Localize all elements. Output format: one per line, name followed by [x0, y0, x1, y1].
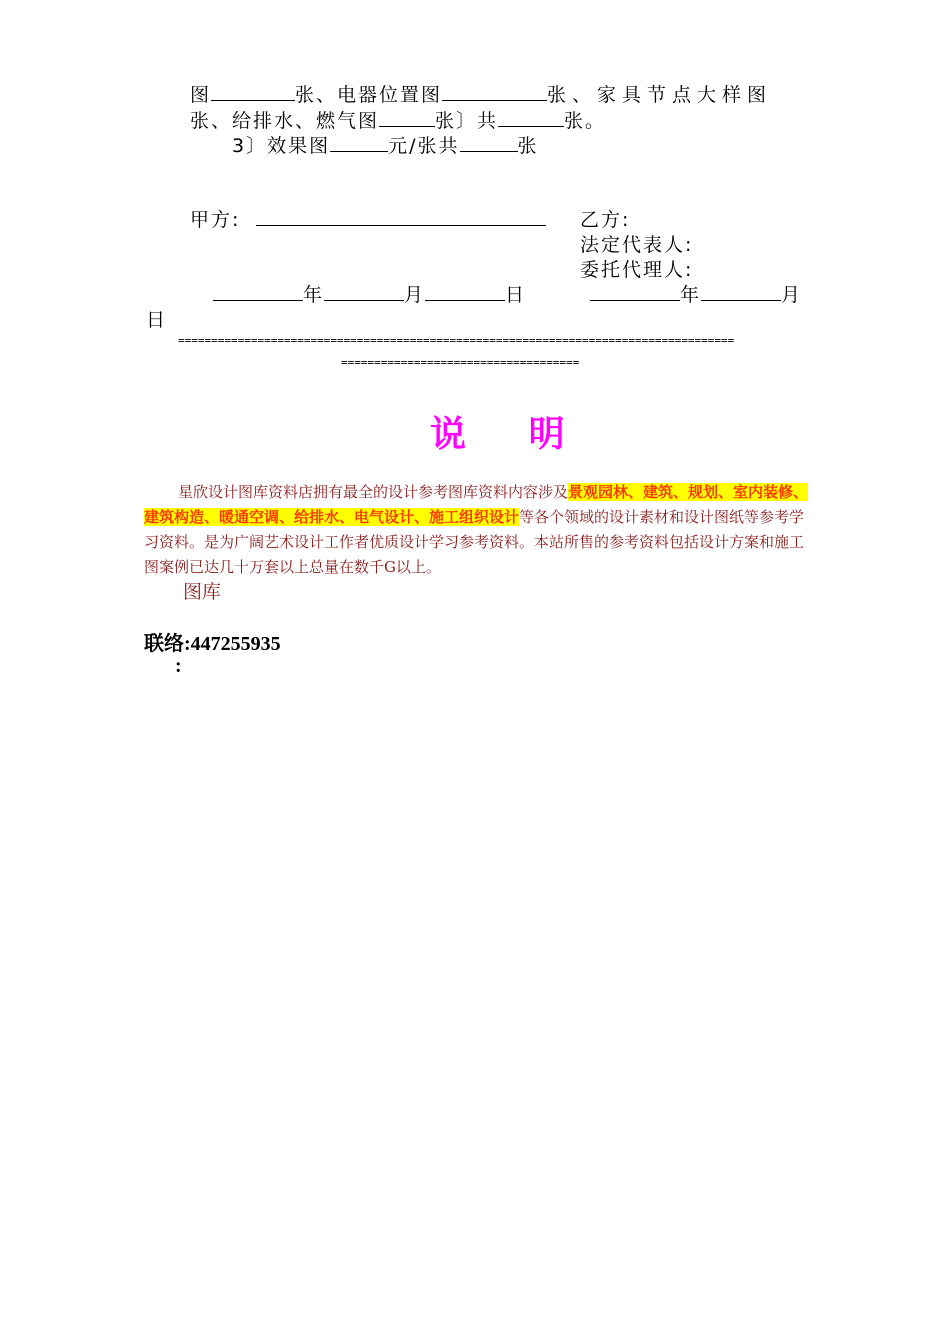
separator-line-1: ==================================================================================== [178, 334, 735, 347]
contract-line-2 [190, 106, 606, 133]
blank-field [498, 108, 564, 127]
blank-field [590, 282, 680, 301]
separator-line-2: ==================================== [341, 356, 580, 369]
library-label: 图库 [183, 581, 222, 603]
line3-text-3: 张 [517, 135, 539, 157]
contact-label: 联络: [144, 633, 191, 655]
notice-description [144, 480, 810, 580]
blank-field [460, 133, 518, 152]
line3-text-2: 元/张共 [388, 135, 460, 157]
date-day-wrap: 日 [146, 309, 168, 331]
notice-title: 说 明 [430, 414, 565, 455]
contract-line-1 [190, 80, 772, 107]
date-left-month: 月 [404, 284, 426, 306]
desc-highlight: 景观园林、建筑、规划、室内装修、建筑构造、暖通空调、给排水、电气设计、施工组织设计 [144, 483, 809, 526]
desc-text-after: 等各个领域的设计素材和设计图纸等参考学习资料。是为广阔艺术设计工作者优质设计学习参考资料。本站所售的参考资料包括设计方案和施工图案例已达几十万套以上总量在数千G以上。 [144, 508, 805, 576]
line1-text-1: 图 [190, 84, 212, 106]
blank-field [379, 108, 435, 127]
date-right-month: 月 [781, 284, 803, 306]
legal-rep-label: 法定代表人: [580, 234, 694, 256]
party-a-label: 甲方: [190, 209, 241, 231]
agent-label: 委托代理人: [580, 259, 694, 281]
date-left [213, 280, 526, 307]
party-b-label: 乙方: [580, 209, 631, 231]
contact-value: 447255935 [190, 633, 281, 655]
line2-text-1: 张、给排水、燃气图 [190, 110, 380, 132]
blank-field [442, 82, 547, 101]
contract-line-3 [232, 131, 539, 158]
blank-field [701, 282, 781, 301]
blank-field [211, 82, 295, 101]
date-right-year: 年 [680, 284, 702, 306]
date-right [590, 280, 802, 307]
line1-text-3: 张、家具节点大样图 [547, 84, 773, 106]
colon-line: : [175, 655, 182, 677]
line1-text-2: 张、电器位置图 [295, 84, 443, 106]
contact-row [144, 627, 281, 656]
blank-field [425, 282, 505, 301]
date-left-day: 日 [505, 284, 527, 306]
blank-field [330, 133, 388, 152]
date-left-year: 年 [303, 284, 325, 306]
desc-text-before: 星欣设计图库资料店拥有最全的设计参考图库资料内容涉及 [178, 483, 569, 501]
party-a-row [190, 205, 546, 232]
line2-text-3: 张。 [564, 110, 607, 132]
blank-field [324, 282, 404, 301]
line3-text-1: 3〕效果图 [232, 135, 331, 157]
line2-text-2: 张〕共 [435, 110, 499, 132]
blank-field [213, 282, 303, 301]
party-a-signature-line [256, 207, 546, 226]
